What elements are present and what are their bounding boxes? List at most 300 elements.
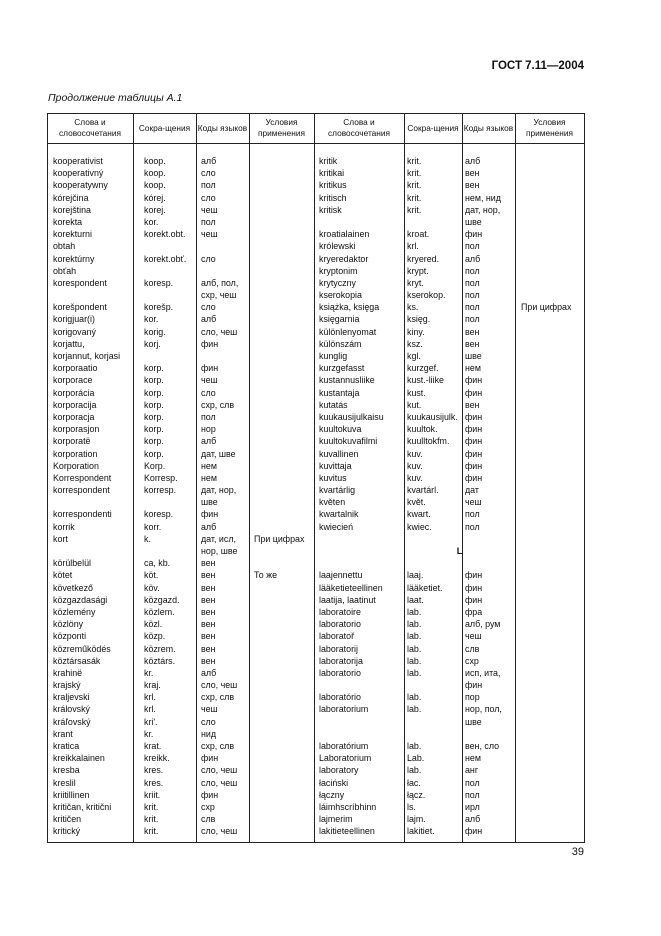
- abbreviation-cell: közrem.: [144, 643, 176, 654]
- word-cell: kryptonim: [319, 265, 358, 276]
- abbreviation-cell: koop.: [144, 168, 166, 179]
- table-row: [314, 216, 584, 228]
- abbreviation-cell: közlem.: [144, 606, 175, 617]
- language-codes-cell: фин: [465, 436, 483, 447]
- table-row: [47, 228, 314, 240]
- table-row: [314, 777, 584, 789]
- table-row: [314, 606, 584, 618]
- abbreviation-cell: kuultok.: [407, 424, 438, 435]
- language-codes-cell: нор, пол,: [465, 704, 502, 715]
- table-row: [314, 496, 584, 508]
- table-row: [47, 813, 314, 825]
- abbreviation-cell: lab.: [407, 643, 422, 654]
- word-cell: korporacija: [53, 399, 97, 410]
- table-row: [314, 228, 584, 240]
- table-row: [314, 167, 584, 179]
- word-cell: kritisch: [319, 192, 347, 203]
- word-cell: köztársasák: [53, 655, 101, 666]
- abbreviation-cell: Korp.: [144, 460, 166, 471]
- word-cell: laboratórium: [319, 741, 369, 751]
- abbreviation-cell: lab.: [407, 741, 422, 751]
- language-codes-cell: вен, сло: [465, 741, 500, 751]
- language-codes-cell: фин: [465, 460, 483, 471]
- language-codes-cell: дат, исл,: [201, 533, 236, 544]
- word-cell: laboratorio: [319, 667, 361, 678]
- abbreviation-cell: kryt.: [407, 277, 424, 288]
- abbreviation-cell: łącz.: [407, 789, 426, 800]
- language-codes-cell: схр, слв: [201, 399, 235, 410]
- word-cell: kustantaja: [319, 387, 360, 398]
- header-abbr-left: Сокра-щения: [138, 122, 191, 133]
- table-row: [47, 545, 314, 557]
- table-row: [47, 484, 314, 496]
- abbreviation-cell: kust.-liike: [407, 375, 444, 386]
- word-cell: korrespondenti: [53, 509, 112, 520]
- table-row: [47, 777, 314, 789]
- language-codes-cell: вен: [201, 655, 216, 666]
- abbreviation-cell: kust.: [407, 387, 426, 398]
- abbreviation-cell: kri'.: [144, 716, 158, 727]
- language-codes-cell: фин: [465, 411, 483, 422]
- word-cell: korporacja: [53, 411, 95, 422]
- table-row: [314, 533, 584, 545]
- table-row: [314, 703, 584, 715]
- language-codes-cell: нем: [201, 472, 217, 483]
- table-row: [47, 204, 314, 216]
- language-codes-cell: пол: [465, 277, 480, 288]
- word-cell: královský: [53, 704, 90, 715]
- word-cell: kserokopia: [319, 290, 362, 301]
- word-cell: központi: [53, 631, 87, 642]
- abbreviation-cell: kroat.: [407, 229, 430, 240]
- word-cell: közlemény: [53, 606, 96, 617]
- abbreviation-cell: księg.: [407, 314, 431, 325]
- language-codes-cell: чеш: [201, 704, 218, 715]
- word-cell: laboratorij: [319, 643, 358, 654]
- language-codes-cell: схр: [201, 801, 215, 812]
- table-row: [47, 569, 314, 581]
- table-row: [314, 326, 584, 338]
- language-codes-cell: фин: [465, 570, 483, 581]
- word-cell: korrespondent: [53, 485, 110, 496]
- word-cell: kritikus: [319, 180, 347, 191]
- table-row: [47, 655, 314, 667]
- abbreviation-cell: krit.: [144, 814, 159, 825]
- abbreviation-cell: korekt.obť.: [144, 253, 187, 264]
- table-row: [47, 216, 314, 228]
- language-codes-cell: фин: [465, 594, 483, 605]
- abbreviation-cell: koresp.: [144, 509, 174, 520]
- abbreviation-cell: kor.: [144, 216, 159, 227]
- language-codes-cell: ирл: [465, 801, 480, 812]
- abbreviation-cell: koop.: [144, 180, 166, 191]
- table-row: [47, 423, 314, 435]
- table-row: [47, 618, 314, 630]
- table-row: [314, 448, 584, 460]
- abbreviation-cell: ksz.: [407, 338, 423, 349]
- table-row: [314, 179, 584, 191]
- abbreviation-cell: k.: [144, 533, 151, 544]
- word-cell: lakitieteellinen: [319, 826, 375, 837]
- language-codes-cell: вен: [201, 594, 216, 605]
- language-codes-cell: сло, чеш: [201, 826, 238, 837]
- table-row: [47, 301, 314, 313]
- abbreviation-cell: korp.: [144, 399, 164, 410]
- abbreviation-cell: krl.: [144, 704, 156, 715]
- language-codes-cell: сло, чеш: [201, 765, 238, 776]
- abbreviation-cell: lab.: [407, 765, 422, 776]
- language-codes-cell: сло: [201, 168, 216, 179]
- table-row: [314, 472, 584, 484]
- word-cell: kwartalnik: [319, 509, 359, 520]
- word-cell: łaciński: [319, 777, 349, 788]
- language-codes-cell: алб: [465, 253, 481, 264]
- word-cell: korektúrny: [53, 253, 95, 264]
- table-row: [314, 435, 584, 447]
- table-row: [47, 265, 314, 277]
- language-codes-cell: фин: [465, 826, 483, 837]
- language-codes-cell: фин: [465, 472, 483, 483]
- word-cell: kuvallinen: [319, 448, 359, 459]
- word-cell: księgarnia: [319, 314, 360, 325]
- table-top-border: [47, 113, 585, 114]
- word-cell: kroatialainen: [319, 229, 370, 240]
- word-cell: körülbelül: [53, 558, 91, 569]
- table-row: [47, 326, 314, 338]
- language-codes-cell: шве: [465, 216, 482, 227]
- left-column-group: [47, 155, 314, 838]
- word-cell: kvartárlig: [319, 485, 356, 496]
- word-cell: květen: [319, 497, 346, 508]
- table-row: [47, 472, 314, 484]
- header-codes-right: Коды языков: [463, 122, 514, 133]
- abbreviation-cell: korresp.: [144, 485, 177, 496]
- abbreviation-cell: krypt.: [407, 265, 429, 276]
- language-codes-cell: шве: [465, 716, 482, 727]
- language-codes-cell: фин: [465, 387, 483, 398]
- table-row: [47, 167, 314, 179]
- abbreviation-cell: krit.: [407, 168, 422, 179]
- abbreviation-cell: kres.: [144, 765, 164, 776]
- word-cell: kreslil: [53, 777, 76, 788]
- abbreviation-cell: lab.: [407, 619, 422, 630]
- language-codes-cell: вен: [201, 631, 216, 642]
- abbreviation-cell: kserokop.: [407, 290, 446, 301]
- word-cell: kresba: [53, 765, 80, 776]
- header-conditions-left: Условия применения: [258, 117, 305, 138]
- table-row: [314, 655, 584, 667]
- right-column-group: [314, 155, 584, 838]
- table-row: [314, 374, 584, 386]
- abbreviation-cell: krit.: [144, 801, 159, 812]
- abbreviation-cell: koop.: [144, 156, 166, 166]
- word-cell: korespondent: [53, 277, 107, 288]
- word-cell: kwiecień: [319, 521, 354, 532]
- table-row: [47, 643, 314, 655]
- table-row: [314, 301, 584, 313]
- abbreviation-cell: korr.: [144, 521, 162, 532]
- table-row: [314, 667, 584, 679]
- header-words-right: Слова и словосочетания: [328, 117, 390, 138]
- abbreviation-cell: köt.: [144, 570, 159, 581]
- abbreviation-cell: krit.: [144, 826, 159, 837]
- language-codes-cell: шве: [201, 497, 218, 508]
- abbreviation-cell: kryered.: [407, 253, 440, 264]
- table-row: [314, 192, 584, 204]
- abbreviation-cell: köztárs.: [144, 655, 176, 666]
- language-codes-cell: пол: [465, 302, 480, 313]
- word-cell: łączny: [319, 789, 345, 800]
- language-codes-cell: алб: [201, 156, 217, 166]
- word-cell: krahinë: [53, 667, 83, 678]
- language-codes-cell: пол: [465, 521, 480, 532]
- abbreviation-cell: Lab.: [407, 753, 425, 764]
- word-cell: królewski: [319, 241, 356, 252]
- table-row: [47, 521, 314, 533]
- abbreviation-cell: kvartárl.: [407, 485, 439, 496]
- abbreviation-cell: krl.: [144, 692, 156, 703]
- table-row: [314, 764, 584, 776]
- language-codes-cell: чеш: [465, 631, 482, 642]
- word-cell: kreikkalainen: [53, 753, 105, 764]
- table-row: [47, 448, 314, 460]
- table-row: [47, 789, 314, 801]
- language-codes-cell: сло, чеш: [201, 326, 238, 337]
- word-cell: kratica: [53, 741, 80, 751]
- language-codes-cell: пол: [465, 777, 480, 788]
- language-codes-cell: вен: [465, 399, 480, 410]
- table-row: [314, 813, 584, 825]
- language-codes-cell: фин: [201, 363, 219, 374]
- language-codes-cell: алб: [465, 814, 481, 825]
- table-row: [47, 679, 314, 691]
- language-codes-cell: фра: [465, 606, 483, 617]
- table-row: [314, 484, 584, 496]
- word-cell: laboratorium: [319, 704, 369, 715]
- word-cell: kuultokuva: [319, 424, 362, 435]
- table-row: [47, 179, 314, 191]
- abbreviation-cell: korp.: [144, 424, 164, 435]
- abbreviation-cell: kr.: [144, 667, 154, 678]
- language-codes-cell: сло: [201, 387, 216, 398]
- word-cell: kritisk: [319, 204, 342, 215]
- table-row: [314, 399, 584, 411]
- language-codes-cell: нем, нид: [465, 192, 501, 203]
- abbreviation-cell: lab.: [407, 606, 422, 617]
- word-cell: kraljevski: [53, 692, 90, 703]
- language-codes-cell: анг: [465, 765, 479, 776]
- word-cell: korekturni: [53, 229, 92, 240]
- language-codes-cell: сло, чеш: [201, 680, 238, 691]
- language-codes-cell: пол: [465, 509, 480, 520]
- language-codes-cell: нид: [201, 728, 217, 739]
- language-codes-cell: фин: [465, 424, 483, 435]
- table-row: [314, 313, 584, 325]
- language-codes-cell: нем: [201, 460, 217, 471]
- table-row: [47, 435, 314, 447]
- language-codes-cell: фин: [465, 375, 483, 386]
- language-codes-cell: вен: [201, 643, 216, 654]
- table-row: [47, 399, 314, 411]
- table-row: [314, 630, 584, 642]
- word-cell: kutatás: [319, 399, 348, 410]
- abbreviation-cell: lakitiet.: [407, 826, 435, 837]
- word-cell: kriitillinen: [53, 789, 90, 800]
- word-cell: krytyczny: [319, 277, 356, 288]
- abbreviation-cell: kuv.: [407, 460, 423, 471]
- col-line: [584, 113, 585, 843]
- language-codes-cell: алб: [465, 156, 481, 166]
- word-cell: Korporation: [53, 460, 99, 471]
- word-cell: különszám: [319, 338, 362, 349]
- table-row: [47, 362, 314, 374]
- table-row: [314, 423, 584, 435]
- abbreviation-cell: květ.: [407, 497, 426, 508]
- word-cell: korešpondent: [53, 302, 107, 313]
- abbreviation-cell: Korresp.: [144, 472, 178, 483]
- word-cell: Laboratorium: [319, 753, 372, 764]
- language-codes-cell: вен: [201, 606, 216, 617]
- language-codes-cell: исп, ита,: [465, 667, 501, 678]
- table-row: [314, 801, 584, 813]
- language-codes-cell: вен: [465, 168, 480, 179]
- header-divider: [47, 143, 585, 144]
- abbreviation-cell: kor.: [144, 314, 159, 325]
- table-row: [47, 387, 314, 399]
- abbreviation-cell: lääketiet.: [407, 582, 443, 593]
- language-codes-cell: схр, чеш: [201, 290, 237, 301]
- language-codes-cell: пол: [465, 314, 480, 325]
- section-letter: L: [456, 546, 463, 556]
- header-abbr-right: Сокра-щения: [407, 122, 459, 133]
- condition-cell: При цифрах: [254, 533, 305, 544]
- table-row: [314, 740, 584, 752]
- abbreviation-cell: köv.: [144, 582, 160, 593]
- table-row: [314, 752, 584, 764]
- word-cell: kustannusliike: [319, 375, 375, 386]
- abbreviation-cell: korp.: [144, 411, 164, 422]
- language-codes-cell: пол: [465, 290, 480, 301]
- header-words-left: Слова и словосочетания: [59, 117, 121, 138]
- table-row: [47, 277, 314, 289]
- abbreviation-cell: kwart.: [407, 509, 431, 520]
- table-row: [314, 728, 584, 740]
- language-codes-cell: алб: [201, 314, 217, 325]
- language-codes-cell: алб: [201, 436, 217, 447]
- abbreviation-cell: korp.: [144, 387, 164, 398]
- abbreviation-cell: krat.: [144, 741, 162, 751]
- word-cell: krajský: [53, 680, 81, 691]
- table-row: [47, 460, 314, 472]
- table-row: [314, 387, 584, 399]
- language-codes-cell: фин: [201, 338, 219, 349]
- table-row: [47, 667, 314, 679]
- table-row: [314, 643, 584, 655]
- abbreviation-cell: korej.: [144, 204, 166, 215]
- word-cell: laboratorija: [319, 655, 363, 666]
- word-cell: laboratoire: [319, 606, 361, 617]
- word-cell: kunglig: [319, 351, 348, 361]
- table-row: [47, 764, 314, 776]
- abbreviation-cell: közp.: [144, 631, 166, 642]
- table-row: [47, 240, 314, 252]
- word-cell: kötet: [53, 570, 73, 581]
- table-row: [314, 825, 584, 837]
- word-cell: korjattu,: [53, 338, 85, 349]
- word-cell: laboratorio: [319, 619, 361, 630]
- abbreviation-cell: közgazd.: [144, 594, 180, 605]
- language-codes-cell: схр, слв: [201, 741, 235, 751]
- word-cell: korporace: [53, 375, 93, 386]
- word-cell: kórejčina: [53, 192, 89, 203]
- word-cell: kritičen: [53, 814, 82, 825]
- table-row: [47, 289, 314, 301]
- word-cell: korejština: [53, 204, 91, 215]
- abbreviation-cell: ls.: [407, 801, 416, 812]
- language-codes-cell: алб, рум: [465, 619, 501, 630]
- table-row: [47, 728, 314, 740]
- abbreviation-cell: krit.: [407, 204, 422, 215]
- word-cell: kooperatywny: [53, 180, 108, 191]
- abbreviation-cell: lab.: [407, 692, 422, 703]
- abbreviation-cell: kuulltokfm.: [407, 436, 450, 447]
- table-row: [314, 508, 584, 520]
- table-row: [314, 155, 584, 167]
- word-cell: kooperativist: [53, 156, 103, 166]
- word-cell: közgazdasági: [53, 594, 108, 605]
- table-row: [314, 521, 584, 533]
- table-row: [314, 277, 584, 289]
- language-codes-cell: пол: [465, 241, 480, 252]
- language-codes-cell: вен: [465, 326, 480, 337]
- language-codes-cell: дат, нор,: [201, 485, 237, 496]
- language-codes-cell: алб: [201, 521, 217, 532]
- word-cell: kuvitus: [319, 472, 347, 483]
- table-bottom-border: [47, 842, 585, 843]
- table-row: [47, 253, 314, 265]
- abbreviation-cell: közl.: [144, 619, 163, 630]
- word-cell: książka, księga: [319, 302, 380, 313]
- abbreviation-cell: łac.: [407, 777, 421, 788]
- word-cell: közlöny: [53, 619, 84, 630]
- abbreviation-cell: kres.: [144, 777, 164, 788]
- word-cell: laajennettu: [319, 570, 363, 581]
- language-codes-cell: вен: [465, 338, 480, 349]
- table-row: [47, 155, 314, 167]
- document-standard: ГОСТ 7.11—2004: [491, 60, 584, 72]
- word-cell: lääketieteellinen: [319, 582, 383, 593]
- table-row: [47, 594, 314, 606]
- table-row: [314, 789, 584, 801]
- abbreviation-cell: korj.: [144, 338, 161, 349]
- table-row: [47, 496, 314, 508]
- word-cell: kráľovský: [53, 716, 91, 727]
- language-codes-cell: пол: [465, 265, 480, 276]
- word-cell: Korrespondent: [53, 472, 112, 483]
- word-cell: laatija, laatinut: [319, 594, 376, 605]
- language-codes-cell: фин: [201, 789, 219, 800]
- language-codes-cell: фин: [465, 582, 483, 593]
- word-cell: láimhscríbhinn: [319, 801, 377, 812]
- table-row: [47, 703, 314, 715]
- table-row: [314, 557, 584, 569]
- word-cell: kuukausijulkaisu: [319, 411, 384, 422]
- language-codes-cell: фин: [201, 509, 219, 520]
- language-codes-cell: пор: [465, 692, 480, 703]
- abbreviation-cell: krl.: [407, 241, 419, 252]
- condition-cell: При цифрах: [521, 302, 572, 313]
- table-row: [314, 265, 584, 277]
